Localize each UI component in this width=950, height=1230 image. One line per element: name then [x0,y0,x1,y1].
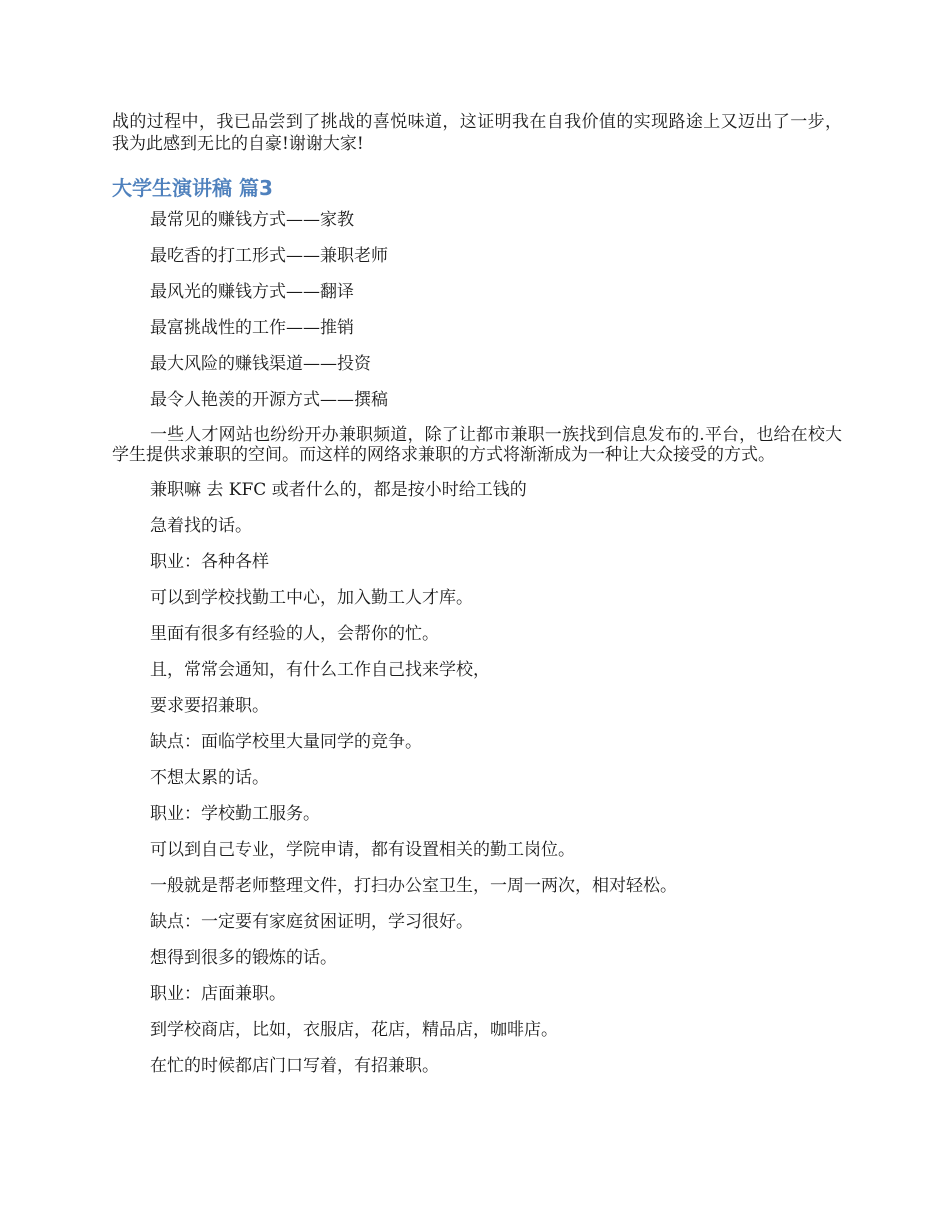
detail-line: 里面有很多有经验的人，会帮你的忙。 [150,624,439,644]
detail-line: 要求要招兼职。 [150,696,269,716]
detail-line: 职业：店面兼职。 [150,984,286,1004]
detail-line: 职业：学校勤工服务。 [150,804,320,824]
detail-line: 缺点：一定要有家庭贫困证明，学习很好。 [150,912,473,932]
document-page [112,111,842,1091]
detail-line: 且，常常会通知，有什么工作自己找来学校， [150,660,490,680]
detail-line: 一般就是帮老师整理文件，打扫办公室卫生，一周一两次，相对轻松。 [150,876,677,896]
section-heading: 大学生演讲稿 篇3 [112,176,273,200]
intro-paragraph: 战的过程中，我已品尝到了挑战的喜悦味道，这证明我在自我价值的实现路途上又迈出了一步，我为此感到无比的自豪!谢谢大家! [112,112,842,154]
detail-line: 急着找的话。 [150,516,252,536]
list-line: 最大风险的赚钱渠道——投资 [150,354,371,374]
list-line: 最吃香的打工形式——兼职老师 [150,246,388,266]
detail-line: 缺点：面临学校里大量同学的竞争。 [150,732,422,752]
list-line: 最令人艳羡的开源方式——撰稿 [150,390,388,410]
detail-line: 可以到学校找勤工中心，加入勤工人才库。 [150,588,473,608]
detail-line: 在忙的时候都店门口写着，有招兼职。 [150,1056,439,1076]
body-paragraph: 一些人才网站也纷纷开办兼职频道，除了让都市兼职一族找到信息发布的.平台，也给在校大学生提供求兼职的空间。而这样的网络求兼职的方式将渐渐成为一种让大众接受的方式。 [112,425,842,465]
detail-line: 不想太累的话。 [150,768,269,788]
list-line: 最常见的赚钱方式——家教 [150,210,354,230]
detail-line: 职业：各种各样 [150,552,269,572]
list-line: 最风光的赚钱方式——翻译 [150,282,354,302]
detail-line: 想得到很多的锻炼的话。 [150,948,337,968]
list-line: 最富挑战性的工作——推销 [150,318,354,338]
detail-line: 兼职嘛 去 KFC 或者什么的，都是按小时给工钱的 [150,480,527,500]
detail-line: 可以到自己专业，学院申请，都有设置相关的勤工岗位。 [150,840,575,860]
detail-line: 到学校商店，比如，衣服店，花店，精品店，咖啡店。 [150,1020,558,1040]
